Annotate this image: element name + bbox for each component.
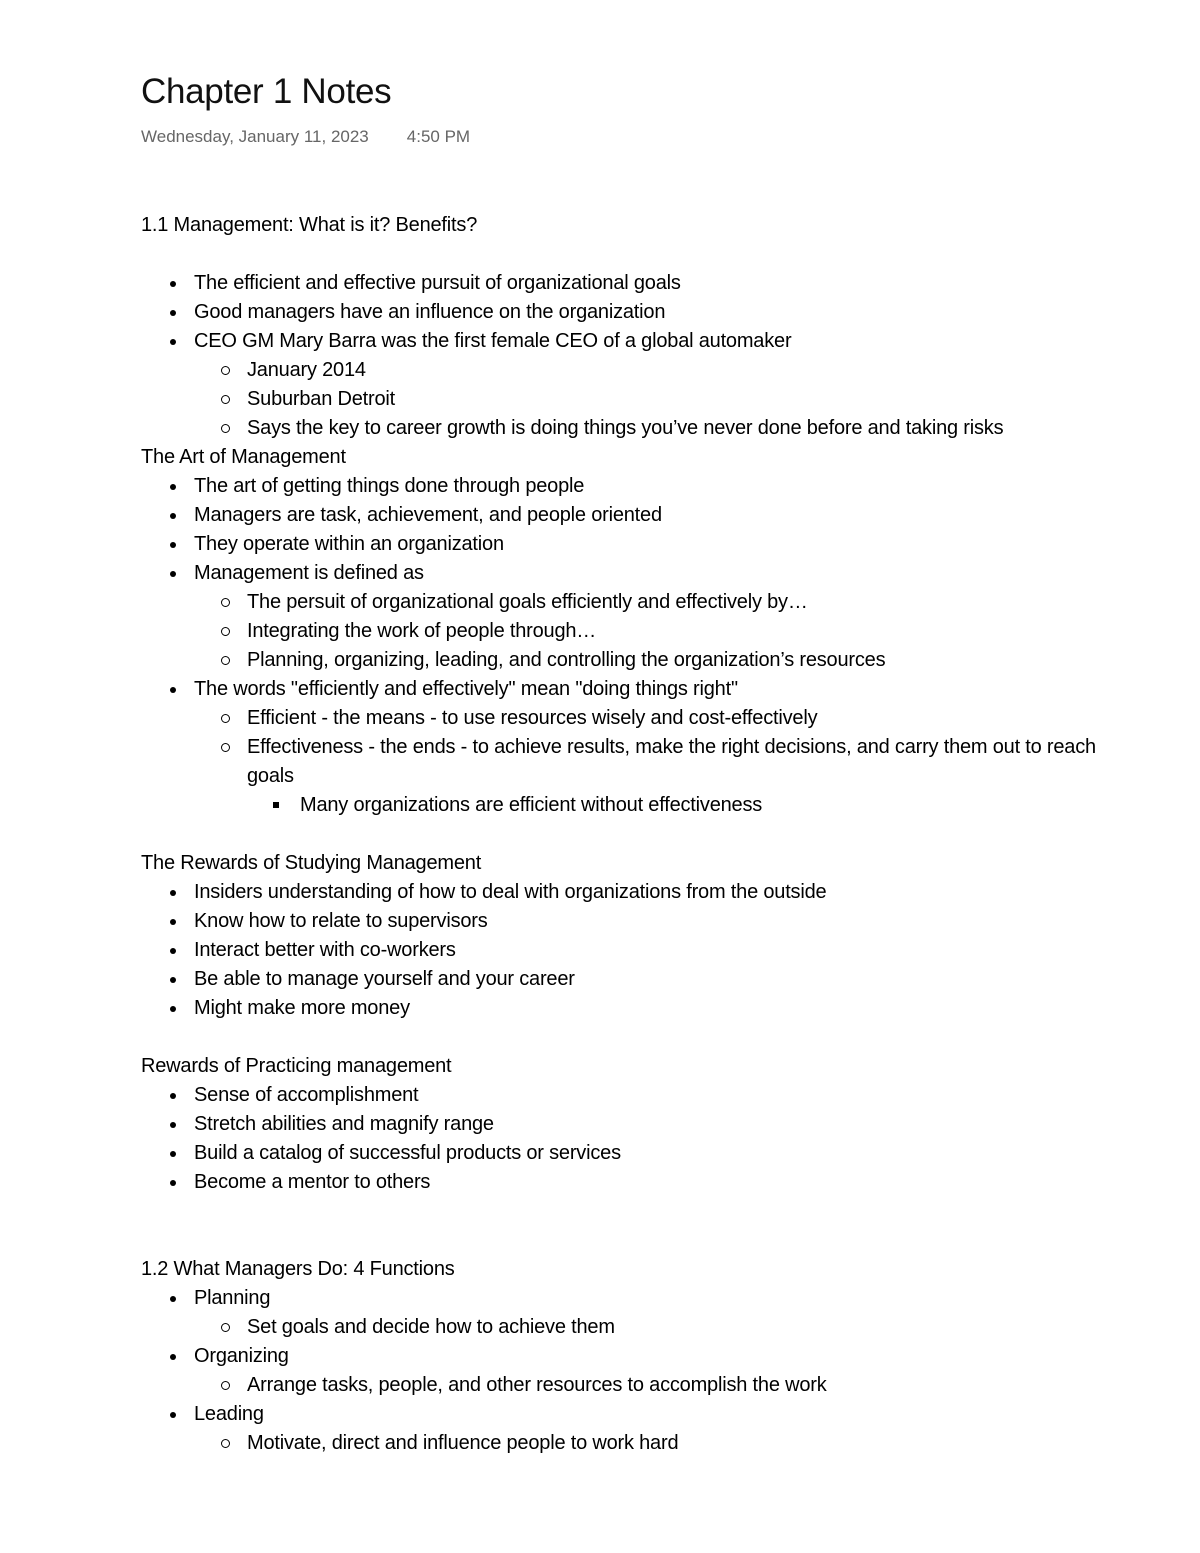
bullet-list [141, 472, 1141, 820]
sub-sub-list-item: Many organizations are efficient without effectiveness [247, 791, 1141, 820]
list-item: Organizing Arrange tasks, people, and other resources to accomplish the work [141, 1342, 1141, 1400]
list-item: The art of getting things done through people [141, 472, 1141, 501]
list-item: Sense of accomplishment [141, 1081, 1141, 1110]
page-title: Chapter 1 Notes [141, 72, 392, 111]
sub-sub-bullet-list [247, 791, 1141, 820]
section-heading: Rewards of Practicing management [141, 1055, 452, 1077]
sub-bullet-list [194, 1371, 1141, 1400]
list-item: Stretch abilities and magnify range [141, 1110, 1141, 1139]
section-heading: The Art of Management [141, 446, 346, 468]
list-item: Become a mentor to others [141, 1168, 1141, 1197]
section-heading: The Rewards of Studying Management [141, 852, 482, 874]
list-item: Good managers have an influence on the organization [141, 298, 1141, 327]
note-content[interactable] [141, 211, 1141, 1458]
page-time: 4:50 PM [406, 127, 471, 146]
sub-list-item: Integrating the work of people through… [194, 617, 1141, 646]
sub-list-item: Suburban Detroit [194, 385, 1141, 414]
list-item: Be able to manage yourself and your career [141, 965, 1141, 994]
page-date: Wednesday, January 11, 2023 [141, 127, 369, 146]
list-item: CEO GM Mary Barra was the first female CEO of a global automaker January 2014 Suburban Detroit Says the key to career growth is doing things you’ve never done before and taking risks [141, 327, 1141, 443]
bullet-list [141, 1081, 1141, 1197]
sub-list-item: The persuit of organizational goals efficiently and effectively by… [194, 588, 1141, 617]
section-heading: 1.1 Management: What is it? Benefits? [141, 214, 478, 236]
list-item: Leading Motivate, direct and influence people to work hard [141, 1400, 1141, 1458]
sub-list-item: Set goals and decide how to achieve them [194, 1313, 1141, 1342]
sub-list-item: Planning, organizing, leading, and controlling the organization’s resources [194, 646, 1141, 675]
list-item: The words "efficiently and effectively" mean "doing things right" Efficient - the means - to use resources wisely and cost-effectively Effectiveness - the ends - to achieve results, make the right decisions, and carry them out to reach goals Many organizations are efficient without effectiveness [141, 675, 1141, 820]
sub-bullet-list [194, 356, 1141, 443]
list-item: Might make more money [141, 994, 1141, 1023]
list-item: Interact better with co-workers [141, 936, 1141, 965]
sub-list-item: Efficient - the means - to use resources wisely and cost-effectively [194, 704, 1141, 733]
sub-list-item: Arrange tasks, people, and other resources to accomplish the work [194, 1371, 1141, 1400]
bullet-list [141, 1284, 1141, 1458]
sub-bullet-list [194, 588, 1141, 675]
list-item: Managers are task, achievement, and people oriented [141, 501, 1141, 530]
sub-bullet-list [194, 1429, 1141, 1458]
list-item: Planning Set goals and decide how to achieve them [141, 1284, 1141, 1342]
list-item: Know how to relate to supervisors [141, 907, 1141, 936]
list-item: Build a catalog of successful products or services [141, 1139, 1141, 1168]
list-item: Insiders understanding of how to deal with organizations from the outside [141, 878, 1141, 907]
bullet-list [141, 269, 1141, 443]
sub-list-item: January 2014 [194, 356, 1141, 385]
section-heading: 1.2 What Managers Do: 4 Functions [141, 1258, 455, 1280]
sub-list-item: Says the key to career growth is doing things you’ve never done before and taking risks [194, 414, 1141, 443]
list-item: Management is defined as The persuit of organizational goals efficiently and effectively by… Integrating the work of people through… Planning, organizing, leading, and controlling the organization’s resources [141, 559, 1141, 675]
page-meta [141, 127, 470, 147]
list-item: The efficient and effective pursuit of organizational goals [141, 269, 1141, 298]
list-item: They operate within an organization [141, 530, 1141, 559]
sub-bullet-list [194, 1313, 1141, 1342]
bullet-list [141, 878, 1141, 1023]
sub-list-item: Effectiveness - the ends - to achieve results, make the right decisions, and carry them out to reach goals Many organizations are efficient without effectiveness [194, 733, 1141, 820]
sub-list-item: Motivate, direct and influence people to work hard [194, 1429, 1141, 1458]
sub-bullet-list [194, 704, 1141, 820]
